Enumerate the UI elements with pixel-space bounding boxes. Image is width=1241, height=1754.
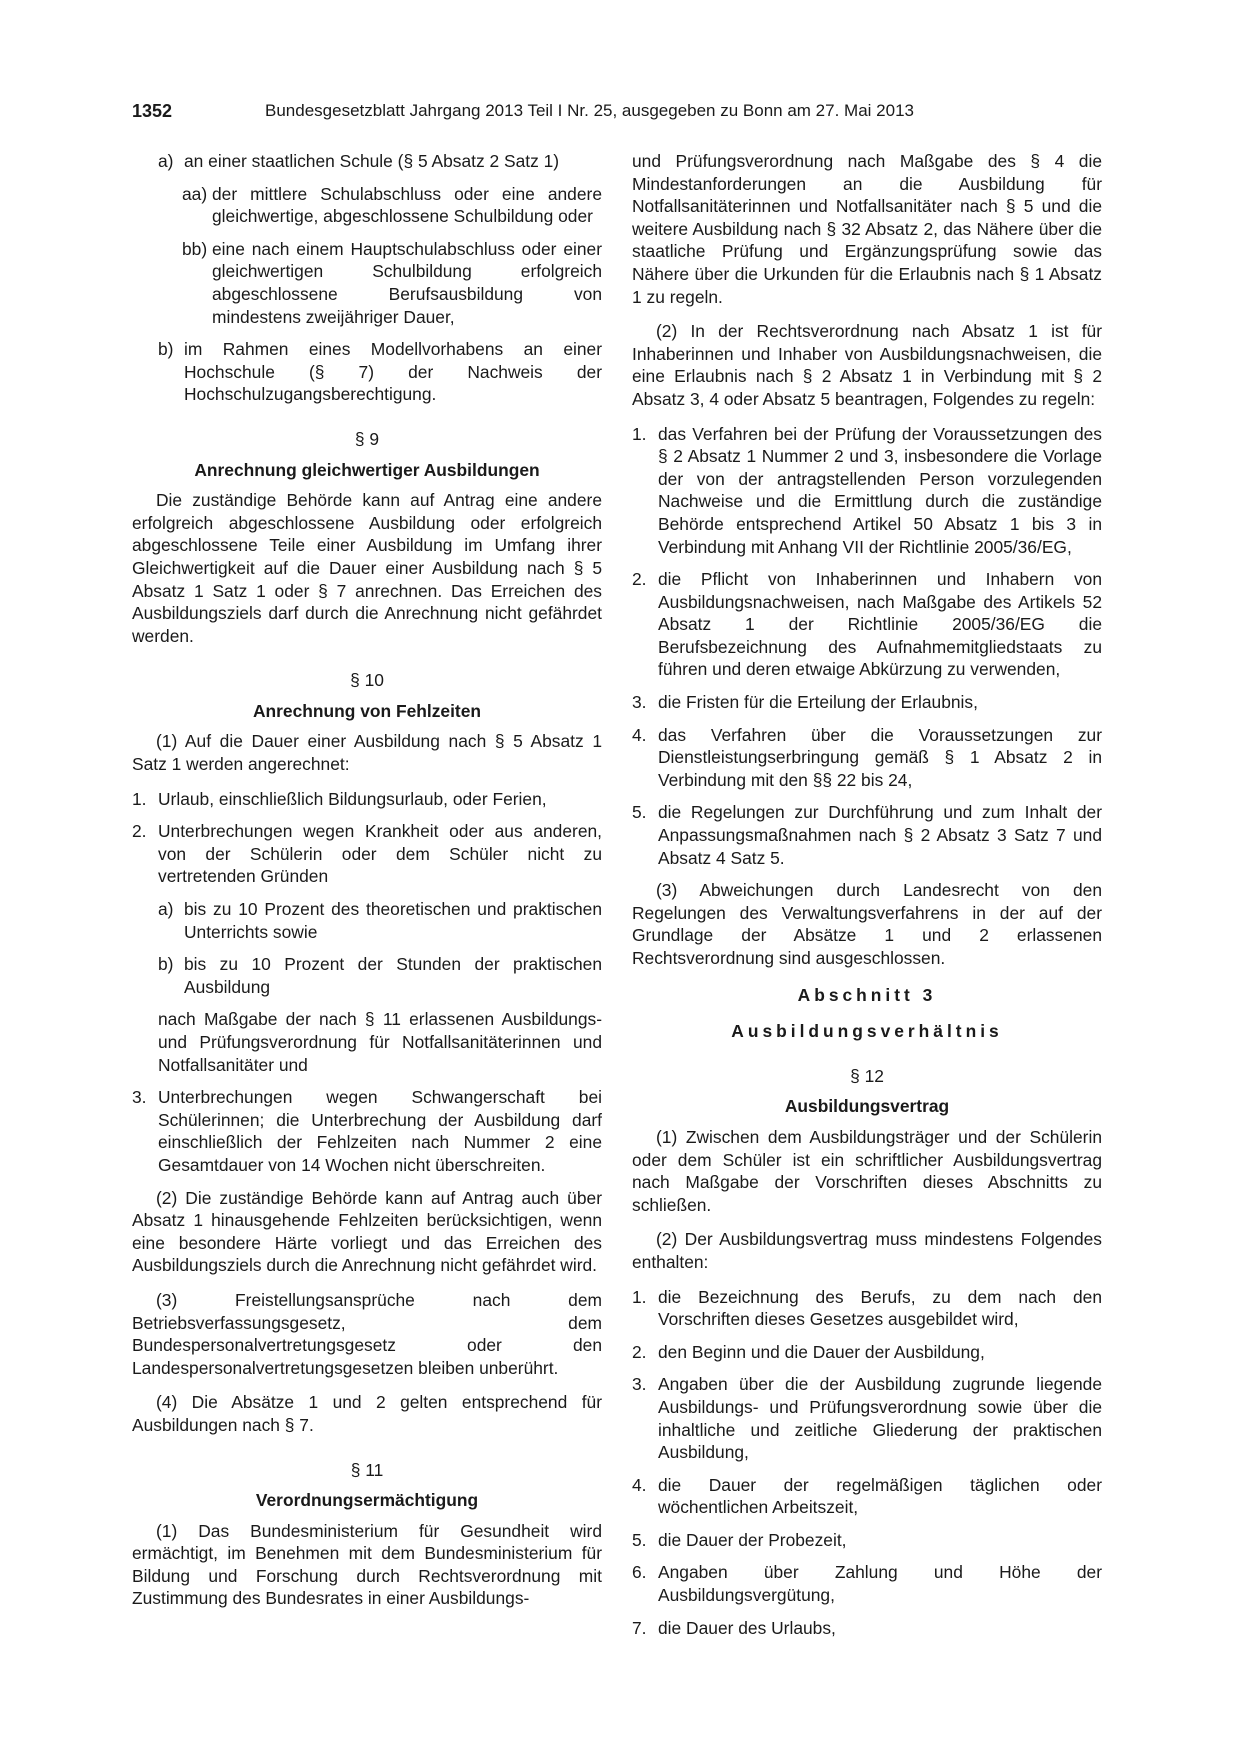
list-text: Unterbrechungen wegen Krankheit oder aus anderen, von der Schülerin oder dem Schüler nicht zu vertretenden Gründen [158, 821, 602, 887]
list-marker: 3. [132, 1087, 147, 1108]
list-marker: 6. [632, 1562, 647, 1583]
list-text: die Dauer der regelmäßigen täglichen oder wöchentlichen Arbeitszeit, [658, 1474, 1102, 1518]
list-item [632, 691, 1102, 714]
paragraph: (2) Der Ausbildungsvertrag muss mindestens Folgendes enthalten: [632, 1229, 1102, 1272]
page-header [132, 100, 1112, 126]
list-item-aa [132, 183, 602, 228]
list-marker: 2. [632, 1341, 647, 1362]
section-title: Verordnungsermächtigung [255, 1490, 479, 1511]
list-item [632, 1561, 1102, 1606]
list-item [632, 1373, 1102, 1463]
list-marker: bb) [182, 238, 208, 259]
list-item [632, 1529, 1102, 1552]
list-text: im Rahmen eines Modellvorhabens an einer Hochschule (§ 7) der Nachweis der Hochschulzugangsberechtigung. [184, 339, 602, 405]
list-text: die Regelungen zur Durchführung und zum Inhalt der Anpassungsmaßnahmen nach § 2 Absatz 3 Satz 7 und Absatz 4 Satz 5. [658, 802, 1102, 868]
list-text: das Verfahren über die Voraussetzungen zur Dienstleistungserbringung gemäß § 1 Absatz 2 in Verbindung mit den §§ 22 bis 24, [658, 724, 1102, 790]
list-text: eine nach einem Hauptschulabschluss oder einer gleichwertigen Schulbildung erfolgreich abgeschlossene Berufsausbildung von mindestens zweijähriger Dauer, [212, 238, 602, 327]
right-column [632, 150, 1102, 1649]
list-marker: 7. [632, 1617, 647, 1638]
list-marker: a) [158, 899, 174, 920]
section-number: § 12 [850, 1065, 884, 1086]
list-text: bis zu 10 Prozent der Stunden der praktischen Ausbildung [184, 954, 602, 997]
header-title: Bundesgesetzblatt Jahrgang 2013 Teil I Nr. 25, ausgegeben zu Bonn am 27. Mai 2013 [265, 101, 914, 120]
list-marker: 1. [132, 788, 147, 809]
section-number: § 9 [354, 428, 380, 449]
page-number: 1352 [132, 101, 173, 121]
list-text: das Verfahren bei der Prüfung der Voraussetzungen des § 2 Absatz 1 Nummer 2 und 3, insbesondere die Vorlage der von der antragstellenden Person vorzulegenden Nachweise und die Ermittlung durch die zuständige Behörde entsprechend Artikel 50 Absatz 1 bis 3 in Verbindung mit Anhang VII der Richtlinie 2005/36/EG, [658, 423, 1102, 557]
chapter-number: Abschnitt 3 [797, 984, 937, 1005]
paragraph: (1) Zwischen dem Ausbildungsträger und der Schülerin oder dem Schüler ist ein schriftlicher Ausbildungsvertrag nach Maßgabe der Vorschriften dieses Abschnitts zu schließen. [632, 1126, 1102, 1215]
list-text: der mittlere Schulabschluss oder eine andere gleichwertige, abgeschlossene Schulbildung oder [212, 183, 602, 227]
paragraph: (4) Die Absätze 1 und 2 gelten entsprechend für Ausbildungen nach § 7. [132, 1392, 602, 1435]
list-text: Urlaub, einschließlich Bildungsurlaub, oder Ferien, [158, 788, 547, 809]
list-item [132, 1086, 602, 1176]
list-marker: b) [158, 954, 174, 975]
list-marker: 2. [632, 569, 647, 590]
list-item-sub [132, 898, 602, 943]
paragraph: (3) Freistellungsansprüche nach dem Betriebsverfassungsgesetz, dem Bundespersonalvertretungsgesetz oder den Landespersonalvertretungsgesetzen bleiben unberührt. [132, 1289, 602, 1378]
list-item [632, 1617, 1102, 1640]
list-item [632, 801, 1102, 869]
list-marker: aa) [182, 183, 208, 204]
list-marker: a) [158, 151, 174, 171]
list-item [632, 1286, 1102, 1331]
list-continuation: nach Maßgabe der nach § 11 erlassenen Ausbildungs- und Prüfungsverordnung für Notfallsanitäterinnen und Notfallsanitäter und [158, 1009, 602, 1075]
section-title: Anrechnung gleichwertiger Ausbildungen [194, 459, 540, 480]
list-text: die Fristen für die Erteilung der Erlaubnis, [658, 692, 978, 713]
list-text: die Bezeichnung des Berufs, zu dem nach den Vorschriften dieses Gesetzes ausgebildet wird, [658, 1286, 1102, 1330]
list-marker: 5. [632, 1529, 647, 1550]
paragraph: (1) Auf die Dauer einer Ausbildung nach § 5 Absatz 1 Satz 1 werden angerechnet: [132, 731, 602, 775]
list-text: Unterbrechungen wegen Schwangerschaft bei Schülerinnen; die Unterbrechung der Ausbildung darf einschließlich der Fehlzeiten nach Nummer 2 eine Gesamtdauer von 14 Wochen nicht überschreiten. [158, 1087, 602, 1175]
list-item [632, 1474, 1102, 1519]
list-marker: 4. [632, 1474, 647, 1495]
list-text: die Pflicht von Inhaberinnen und Inhabern von Ausbildungsnachweisen, nach Maßgabe des Artikels 52 Absatz 1 der Richtlinie 2005/36/EG die Berufsbezeichnung des Aufnahmemitgliedstaats zu führen und deren etwaige Abkürzung zu verwenden, [658, 569, 1102, 680]
list-marker: 1. [632, 1286, 647, 1307]
section-title: Anrechnung von Fehlzeiten [252, 700, 482, 721]
list-item [632, 423, 1102, 559]
list-item-b [132, 338, 602, 406]
section-number: § 10 [350, 670, 384, 691]
list-text: die Dauer der Probezeit, [658, 1529, 847, 1550]
list-item [632, 568, 1102, 681]
list-item [132, 788, 602, 811]
paragraph: (3) Abweichungen durch Landesrecht von den Regelungen des Verwaltungsverfahrens in der auf der Grundlage der Absätze 1 und 2 erlassenen Rechtsverordnung sind ausgeschlossen. [632, 880, 1102, 968]
list-text: bis zu 10 Prozent des theoretischen und praktischen Unterrichts sowie [184, 899, 602, 942]
list-item-a [132, 150, 602, 173]
list-item [132, 820, 602, 888]
list-marker: 2. [132, 821, 147, 842]
list-marker: 3. [632, 692, 647, 713]
section-number: § 11 [350, 1459, 384, 1480]
list-marker: 5. [632, 802, 647, 823]
list-marker: b) [158, 339, 174, 360]
list-item-sub [132, 953, 602, 998]
list-marker: 4. [632, 724, 647, 745]
paragraph: Die zuständige Behörde kann auf Antrag eine andere erfolgreich abgeschlossene Ausbildung oder erfolgreich abgeschlossene Teile einer Ausbildung im Umfang ihrer Gleichwertigkeit auf die Dauer einer Ausbildung nach § 5 Absatz 1 Satz 1 oder § 7 anrechnen. Das Erreichen des Ausbildungsziels darf durch die Anrechnung nicht gefährdet werden. [132, 490, 602, 646]
list-marker: 1. [632, 423, 647, 444]
list-item [632, 1341, 1102, 1364]
section-title: Ausbildungsvertrag [784, 1096, 950, 1117]
list-text: den Beginn und die Dauer der Ausbildung, [658, 1341, 985, 1362]
list-marker: 3. [632, 1374, 647, 1395]
left-column [132, 150, 602, 1622]
list-text: Angaben über Zahlung und Höhe der Ausbildungsvergütung, [658, 1562, 1102, 1606]
chapter-title: Ausbildungsverhältnis [731, 1021, 1003, 1042]
list-item [632, 724, 1102, 792]
paragraph: (1) Das Bundesministerium für Gesundheit wird ermächtigt, im Benehmen mit dem Bundesministerium für Bildung und Forschung durch Rechtsverordnung mit Zustimmung des Bundesrates in einer Ausbildungs- [132, 1520, 602, 1609]
list-item-bb [132, 238, 602, 328]
list-text: die Dauer des Urlaubs, [658, 1617, 836, 1638]
paragraph: (2) Die zuständige Behörde kann auf Antrag auch über Absatz 1 hinausgehende Fehlzeiten berücksichtigen, wenn eine besondere Härte vorliegt und das Erreichen des Ausbildungsziels durch die Anrechnung nicht gefährdet wird. [132, 1187, 602, 1276]
paragraph: (2) In der Rechtsverordnung nach Absatz 1 ist für Inhaberinnen und Inhaber von Ausbildungsnachweisen, die eine Erlaubnis nach § 2 Absatz 1 in Verbindung mit § 2 Absatz 3, 4 oder Absatz 5 beantragen, Folgendes zu regeln: [632, 321, 1102, 409]
list-text: an einer staatlichen Schule (§ 5 Absatz 2 Satz 1) [184, 151, 560, 171]
paragraph: und Prüfungsverordnung nach Maßgabe des § 4 die Mindestanforderungen an die Ausbildung für Notfallsanitäterinnen und Notfallsanitäter nach § 5 und die weitere Ausbildung nach § 32 Absatz 2, das Nähere über die staatliche Prüfung und Ergänzungsprüfung sowie das Nähere über die Urkunden für die Erlaubnis nach § 1 Absatz 1 zu regeln. [632, 151, 1102, 307]
list-text: Angaben über die der Ausbildung zugrunde liegende Ausbildungs- und Prüfungsverordnung sowie über die inhaltliche und zeitliche Gliederung der praktischen Ausbildung, [658, 1374, 1102, 1463]
